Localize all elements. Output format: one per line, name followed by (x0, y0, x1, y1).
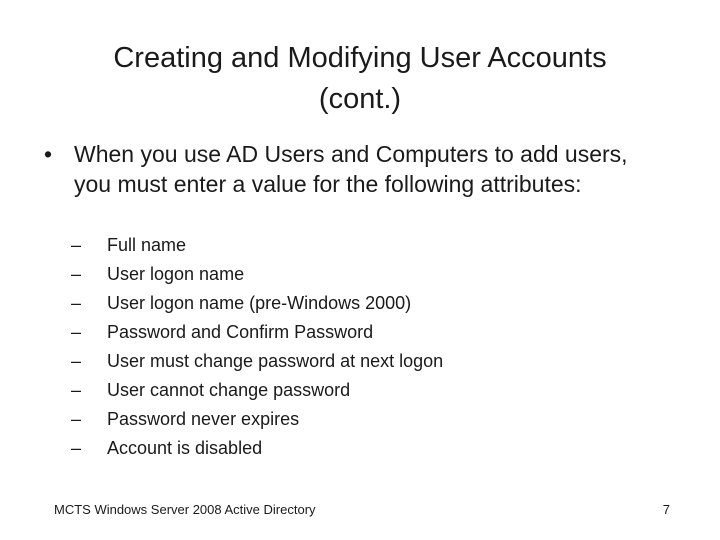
bullet-marker: • (44, 141, 53, 167)
attribute-list (71, 233, 671, 465)
attribute-must-change-password: User must change password at next logon (107, 351, 444, 371)
attribute-password-confirm: Password and Confirm Password (107, 322, 374, 342)
dash-marker: – (71, 322, 82, 342)
dash-marker: – (71, 380, 82, 400)
dash-marker: – (71, 293, 82, 313)
slide-title-line-1: Creating and Modifying User Accounts (113, 42, 607, 74)
page-number: 7 (662, 502, 670, 517)
dash-marker: – (71, 351, 82, 371)
dash-marker: – (71, 235, 82, 255)
dash-marker: – (71, 264, 82, 284)
attribute-user-logon-name: User logon name (107, 264, 245, 284)
attribute-full-name: Full name (107, 235, 187, 255)
attribute-cannot-change-password: User cannot change password (107, 380, 351, 400)
slide-title-line-2: (cont.) (318, 83, 402, 115)
bullet-text: When you use AD Users and Computers to add users, you must enter a value for the following attributes: (74, 141, 628, 197)
dash-marker: – (71, 409, 82, 429)
main-bullet (44, 140, 664, 199)
attribute-list-item (71, 262, 671, 291)
attribute-list-item (71, 233, 671, 262)
slide-title (40, 38, 680, 120)
attribute-list-item (71, 349, 671, 378)
attribute-list-item (71, 407, 671, 436)
attribute-list-item (71, 436, 671, 465)
attribute-list-item (71, 378, 671, 407)
attribute-list-item (71, 320, 671, 349)
attribute-password-never-expires: Password never expires (107, 409, 300, 429)
footer-course-title: MCTS Windows Server 2008 Active Directory (54, 502, 316, 517)
attribute-pre-windows-logon-name: User logon name (pre-Windows 2000) (107, 293, 412, 313)
attribute-account-disabled: Account is disabled (107, 438, 263, 458)
dash-marker: – (71, 438, 82, 458)
attribute-list-item (71, 291, 671, 320)
